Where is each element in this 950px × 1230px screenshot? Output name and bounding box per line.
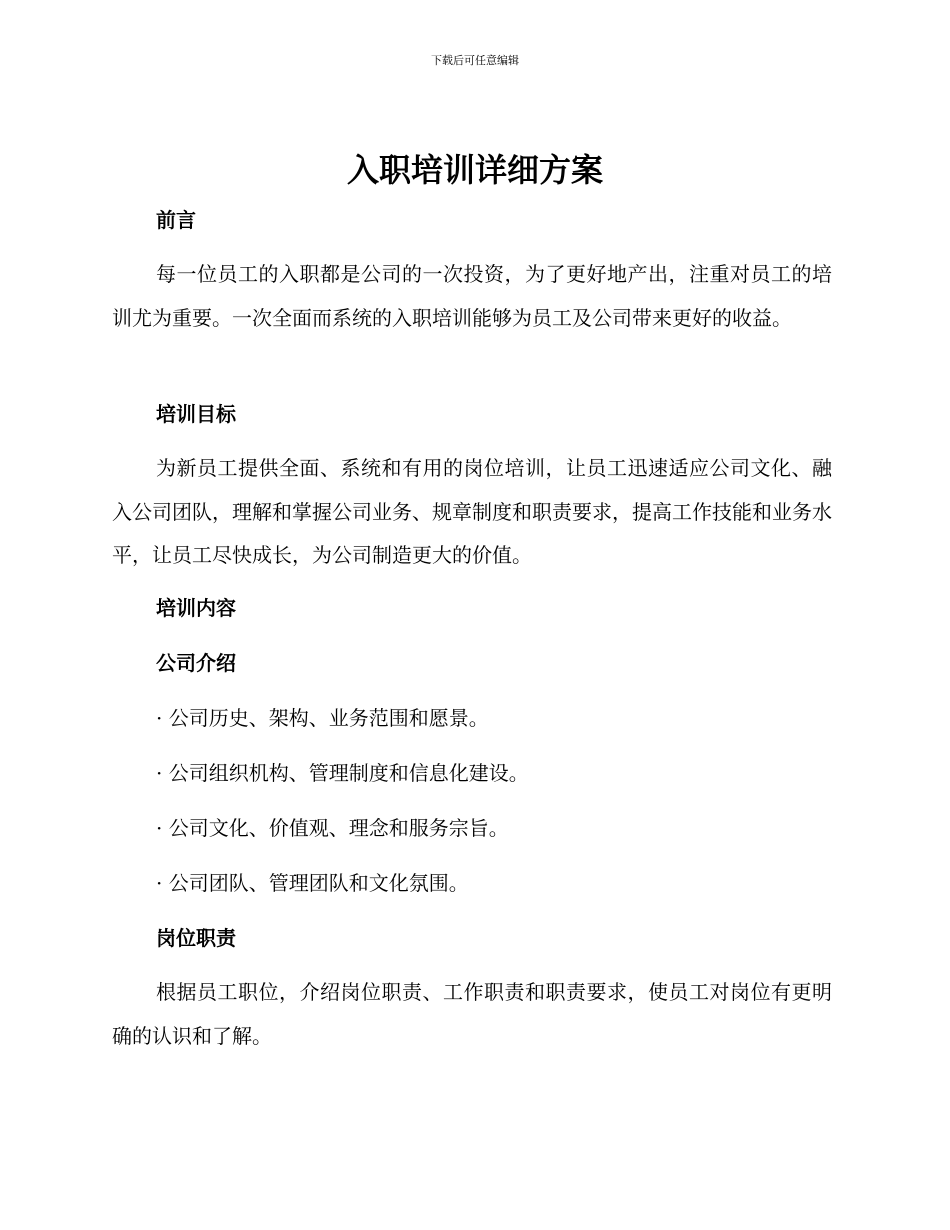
section-heading-preface: 前言 (156, 208, 196, 232)
list-item: · 公司历史、架构、业务范围和愿景。 (156, 706, 489, 730)
paragraph-preface: 每一位员工的入职都是公司的一次投资，为了更好地产出，注重对员工的培训尤为重要。一次全面而系统的入职培训能够为员工及公司带来更好的收益。 (112, 262, 832, 330)
list-item: · 公司文化、价值观、理念和服务宗旨。 (156, 816, 509, 840)
section-heading-duties: 岗位职责 (156, 926, 236, 950)
section-heading-company-intro: 公司介绍 (156, 651, 236, 675)
paragraph-duties: 根据员工职位，介绍岗位职责、工作职责和职责要求，使员工对岗位有更明确的认识和了解。 (112, 980, 832, 1048)
section-heading-goal: 培训目标 (156, 402, 236, 426)
section-heading-content: 培训内容 (156, 596, 236, 620)
header-note: 下载后可任意编辑 (431, 54, 519, 67)
document-title: 入职培训详细方案 (346, 151, 603, 189)
list-item: · 公司组织机构、管理制度和信息化建设。 (156, 761, 529, 785)
list-item: · 公司团队、管理团队和文化氛围。 (156, 871, 469, 895)
paragraph-goal: 为新员工提供全面、系统和有用的岗位培训，让员工迅速适应公司文化、融入公司团队，理解和掌握公司业务、规章制度和职责要求，提高工作技能和业务水平，让员工尽快成长，为公司制造更大的价值。 (112, 456, 832, 567)
